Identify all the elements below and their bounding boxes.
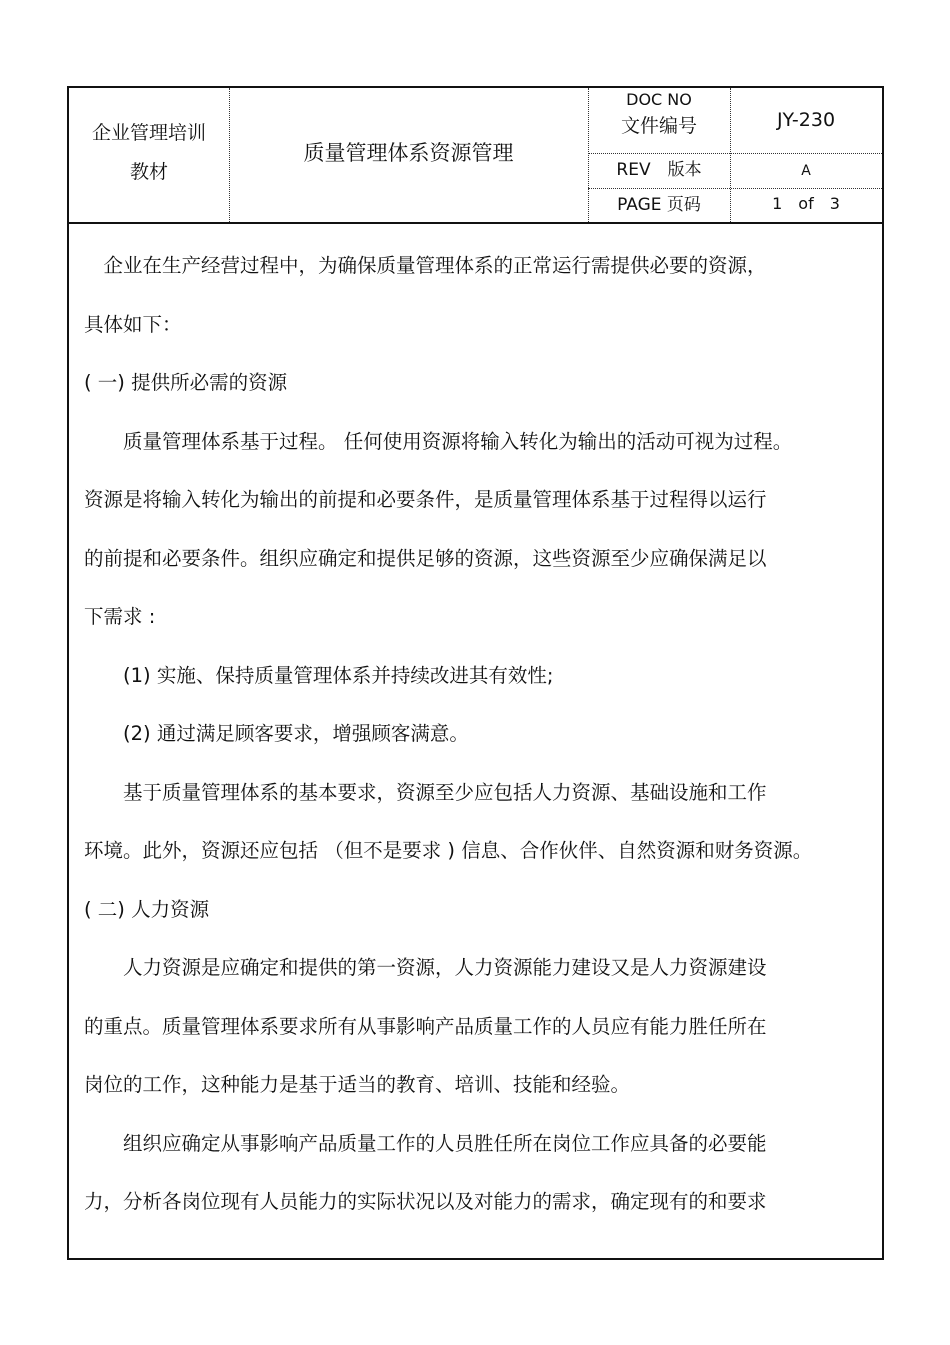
body-line: 基于质量管理体系的基本要求，资源至少应包括人力资源、基础设施和工作 [84,781,767,804]
page-label: PAGE 页码 [617,195,701,215]
body-line: 的前提和必要条件。组织应确定和提供足够的资源，这些资源至少应确保满足以 [84,547,767,570]
rev-value: A [801,163,811,179]
body-line: 组织应确定从事影响产品质量工作的人员胜任所在岗位工作应具备的必要能 [84,1132,767,1155]
header-divider [588,188,882,189]
category-line-2: 教材 [129,160,168,183]
document-title: 质量管理体系资源管理 [303,141,514,165]
body-line: 的重点。质量管理体系要求所有从事影响产品质量工作的人员应有能力胜任所在 [84,1015,767,1038]
body-line: 人力资源是应确定和提供的第一资源，人力资源能力建设又是人力资源建设 [84,956,767,979]
doc-no-label-cn: 文件编号 [620,114,697,137]
body-line: 力，分析各岗位现有人员能力的实际状况以及对能力的需求，确定现有的和要求 [84,1190,767,1213]
category-line-1: 企业管理培训 [91,122,206,144]
doc-no-label [588,90,730,138]
body-line: 下需求 : [84,605,156,628]
list-item: (1) 实施、保持质量管理体系并持续改进其有效性; [84,664,554,687]
document-header-table [69,88,882,224]
body-line: 质量管理体系基于过程。 任何使用资源将输入转化为输出的活动可视为过程。 [84,430,793,453]
document-frame [67,86,884,1260]
rev-label: REV 版本 [616,160,702,180]
body-line: 具体如下： [84,313,182,336]
page-value: 1 of 3 [772,194,840,213]
body-line: 企业在生产经营过程中，为确保质量管理体系的正常运行需提供必要的资源， [84,254,767,277]
doc-no-value: JY-230 [776,109,836,131]
header-divider [588,153,882,154]
body-line: 环境。此外，资源还应包括 （但不是要求 ) 信息、合作伙伴、自然资源和财务资源。 [84,839,813,862]
body-line: 岗位的工作，这种能力是基于适当的教育、培训、技能和经验。 [84,1073,631,1096]
body-line: 资源是将输入转化为输出的前提和必要条件，是质量管理体系基于过程得以运行 [84,488,767,511]
section-heading: ( 一) 提供所必需的资源 [84,371,288,394]
list-item: (2) 通过满足顾客要求，增强顾客满意。 [84,722,469,745]
doc-no-label-en: DOC NO [626,90,692,109]
section-heading: ( 二) 人力资源 [84,898,210,921]
category-cell [69,121,229,184]
